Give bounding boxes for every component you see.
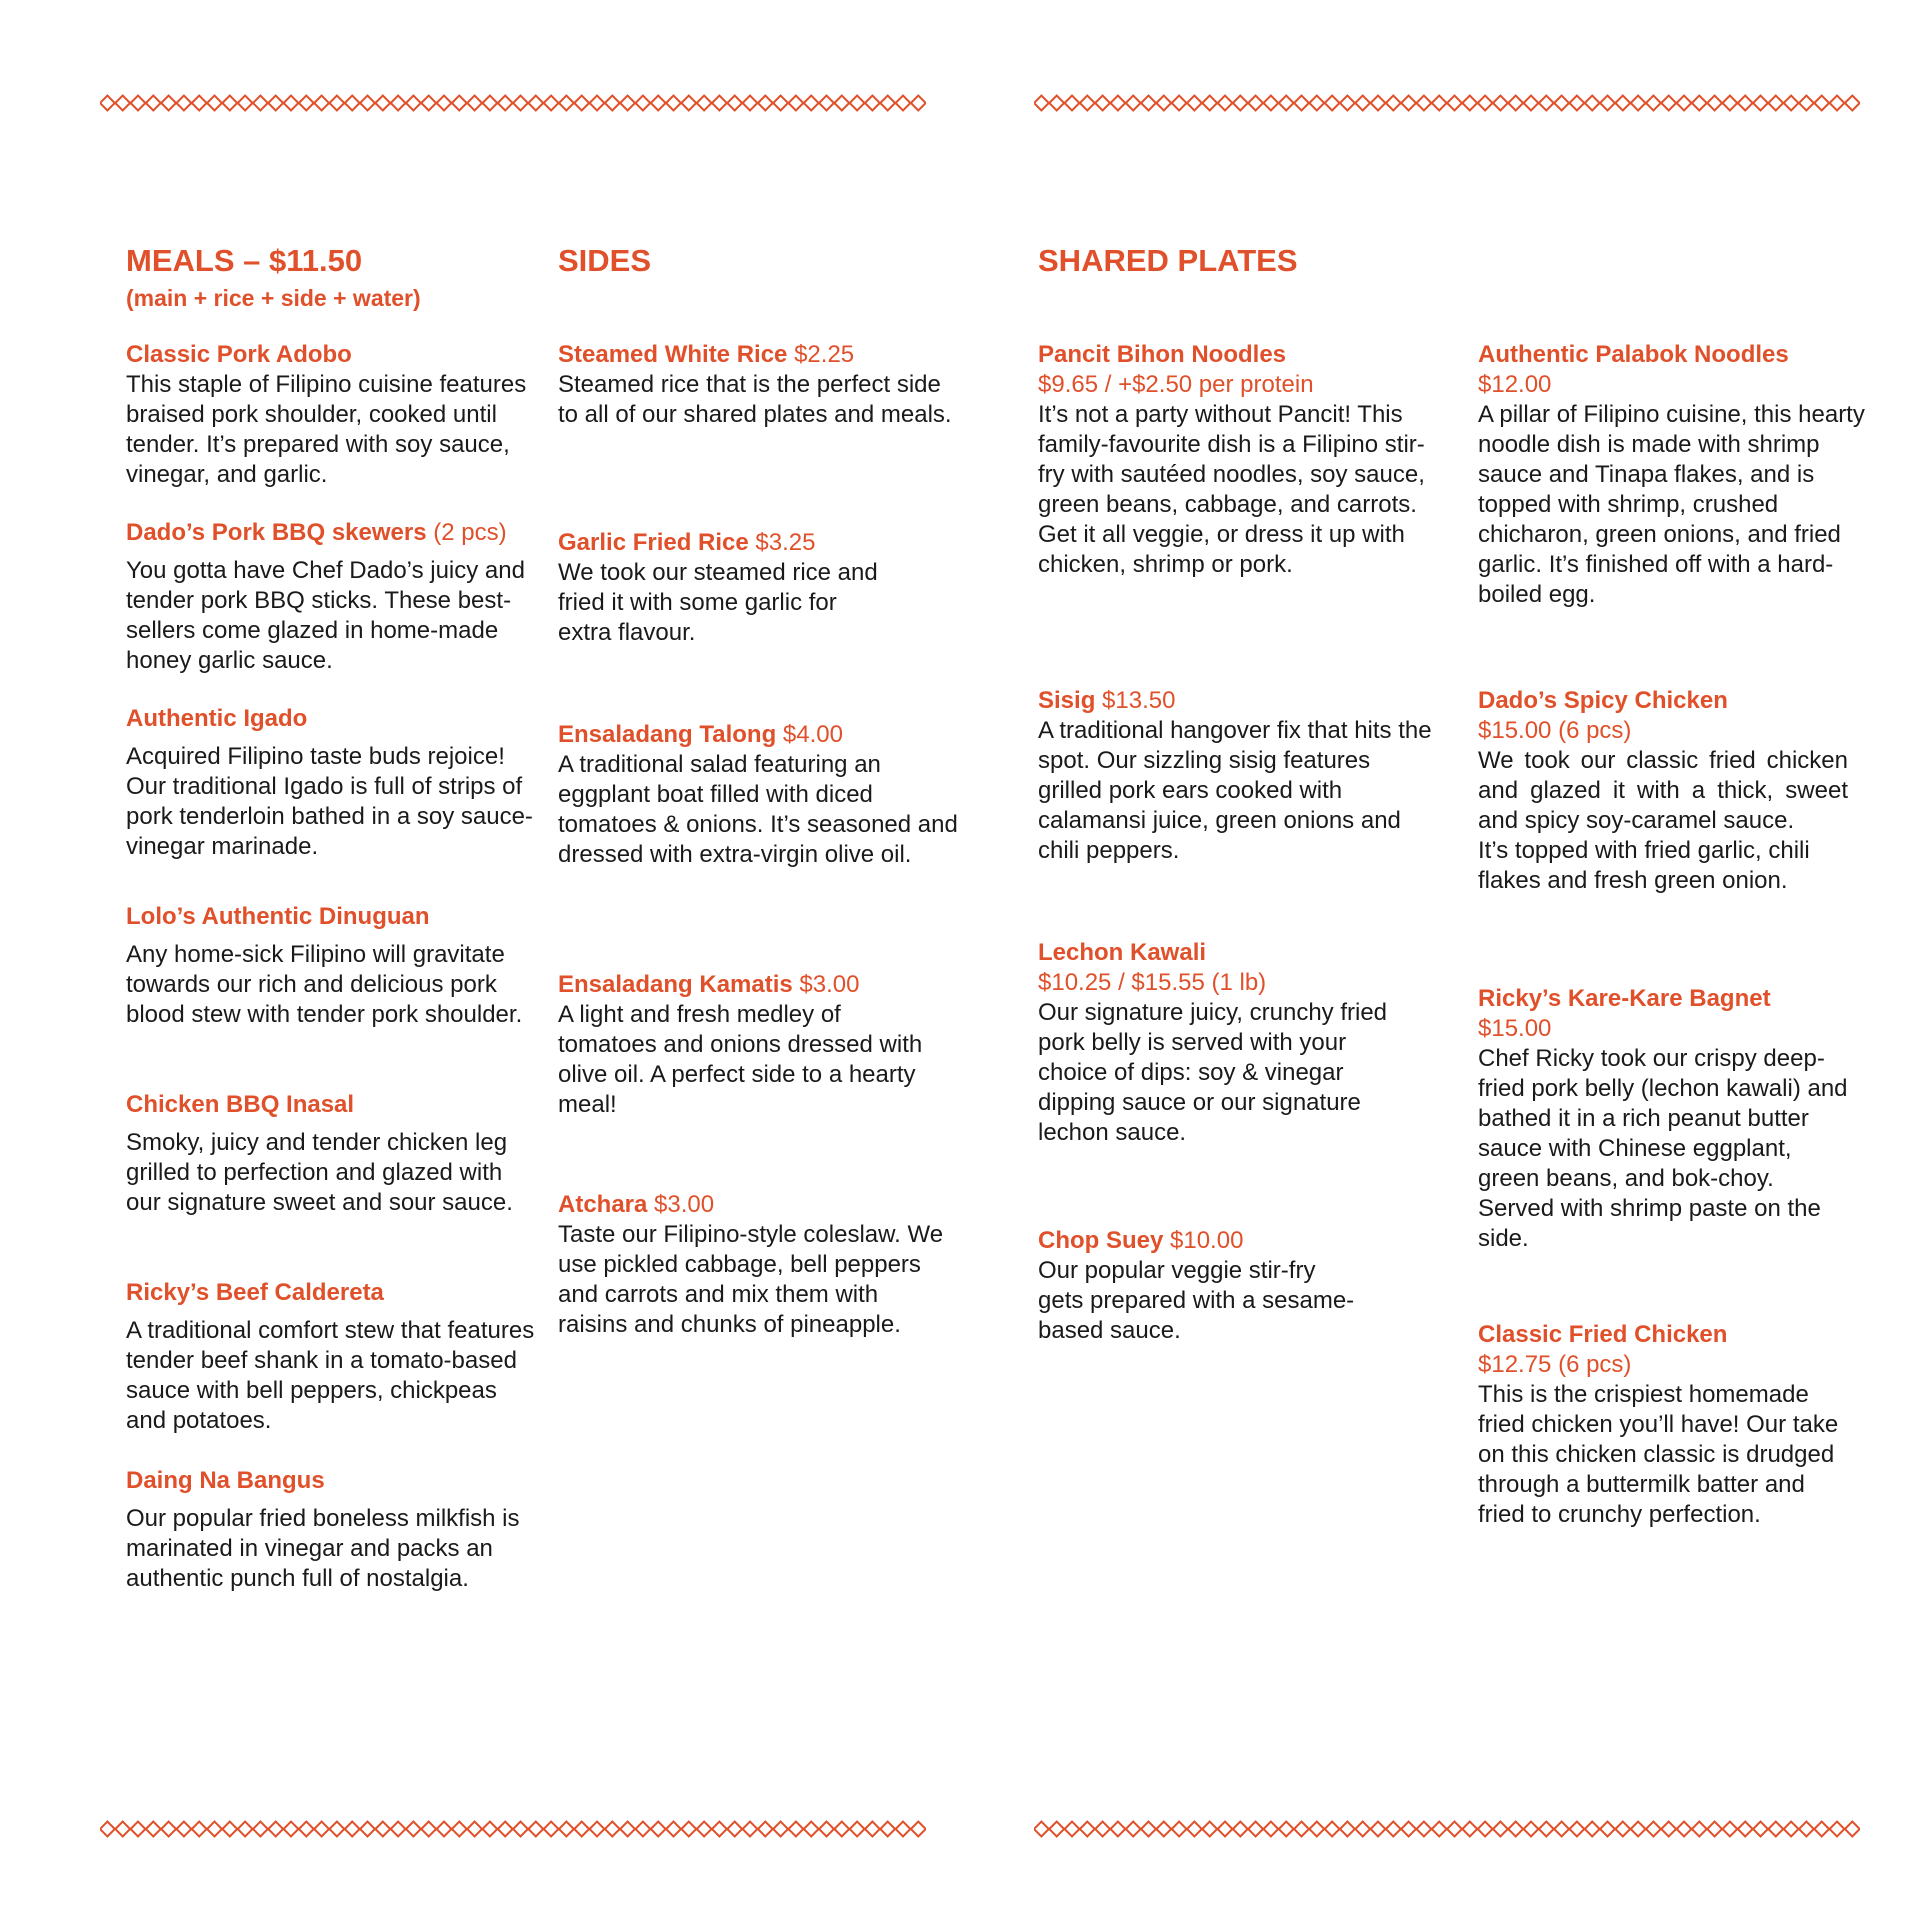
item-price: $13.50: [1102, 687, 1176, 714]
item-name: Chicken BBQ Inasal: [126, 1091, 355, 1118]
item-price: $9.65 / +$2.50 per protein: [1038, 371, 1314, 398]
menu-item: [1038, 938, 1438, 1148]
bottom-right-diamond-border: [1034, 1818, 1860, 1842]
item-price: $15.00: [1478, 1015, 1552, 1042]
item-description: Smoky, juicy and tender chicken leg grilled to perfection and glazed with our signature sweet and sour sauce.: [126, 1129, 513, 1216]
item-name: Dado’s Spicy Chicken: [1478, 687, 1728, 714]
menu-item: [126, 340, 536, 490]
item-description: A pillar of Filipino cuisine, this hearty noodle dish is made with shrimp sauce and Tinapa flakes, and is topped with shrimp, crushed chicharon, green onions, and fried garlic. It’s finished off with a hard-boiled egg.: [1478, 401, 1865, 608]
menu-item: [126, 1090, 536, 1218]
item-price: $3.00: [799, 971, 860, 998]
item-description: A light and fresh medley of tomatoes and onions dressed with olive oil. A perfect side to a hearty meal!: [558, 1001, 923, 1118]
item-description: A traditional comfort stew that features tender beef shank in a tomato-based sauce with bell peppers, chickpeas and potatoes.: [126, 1317, 535, 1434]
shared-plates-section: [1038, 240, 1438, 1344]
menu-item: [558, 720, 958, 870]
item-description: Acquired Filipino taste buds rejoice! Our traditional Igado is full of strips of pork tenderloin bathed in a soy sauce-vinegar marinade.: [126, 743, 533, 860]
menu-item: [1478, 340, 1878, 610]
menu-item: [1038, 1226, 1438, 1346]
bottom-left-diamond-border: [100, 1818, 926, 1842]
menu-item: [1038, 686, 1438, 866]
menu-item: [558, 970, 958, 1120]
item-description: This is the crispiest homemade fried chicken you’ll have! Our take on this chicken classic is drudged through a buttermilk batter and fried to crunchy perfection.: [1478, 1381, 1839, 1528]
item-price: $12.75 (6 pcs): [1478, 1351, 1632, 1378]
meals-title: MEALS – $11.50: [126, 243, 363, 278]
item-price: $4.00: [782, 721, 843, 748]
meals-section: [126, 240, 536, 1592]
menu-item: [1478, 686, 1878, 896]
diamond-border-icon: [100, 92, 926, 114]
item-description: Our signature juicy, crunchy fried pork belly is served with your choice of dips: soy & vinegar dipping sauce or our signature lechon sauce.: [1038, 999, 1388, 1146]
top-right-diamond-border: [1034, 92, 1860, 116]
item-description: Steamed rice that is the perfect side to all of our shared plates and meals.: [558, 371, 952, 428]
diamond-border-icon: [100, 1818, 926, 1840]
item-name: Dado’s Pork BBQ skewers: [126, 519, 427, 546]
menu-item: [558, 340, 958, 430]
item-description: Our popular fried boneless milkfish is marinated in vinegar and packs an authentic punch full of nostalgia.: [126, 1505, 520, 1592]
item-name: Authentic Igado: [126, 705, 308, 732]
menu-item: [126, 518, 536, 676]
item-description: A traditional hangover fix that hits the spot. Our sizzling sisig features grilled pork ears cooked with calamansi juice, green onions and chili peppers.: [1038, 717, 1432, 864]
item-price: $3.00: [654, 1191, 715, 1218]
item-price: (2 pcs): [433, 519, 507, 546]
item-description: Our popular veggie stir-fry gets prepared with a sesame- based sauce.: [1038, 1257, 1355, 1344]
item-name: Ensaladang Kamatis: [558, 971, 793, 998]
item-description-2: It’s topped with fried garlic, chili flakes and fresh green onion.: [1478, 837, 1810, 894]
item-description: A traditional salad featuring an eggplant boat filled with diced tomatoes & onions. It’s seasoned and dressed with extra-virgin olive oil.: [558, 751, 958, 868]
item-name: Classic Fried Chicken: [1478, 1321, 1728, 1348]
item-description: Chef Ricky took our crispy deep-fried pork belly (lechon kawali) and bathed it in a rich peanut butter sauce with Chinese eggplant, green beans, and bok-choy. Served with shrimp paste on the side.: [1478, 1045, 1848, 1252]
item-description: We took our steamed rice and fried it with some garlic for extra flavour.: [558, 559, 878, 646]
menu-item: [1038, 340, 1438, 580]
meals-subtitle: (main + rice + side + water): [126, 285, 421, 311]
item-name: Garlic Fried Rice: [558, 529, 749, 556]
item-name: Lechon Kawali: [1038, 939, 1207, 966]
menu-item: [126, 1466, 536, 1594]
menu-item: [126, 902, 536, 1030]
item-price: $15.00 (6 pcs): [1478, 717, 1632, 744]
item-name: Atchara: [558, 1191, 648, 1218]
item-name: Lolo’s Authentic Dinuguan: [126, 903, 430, 930]
item-name: Chop Suey: [1038, 1227, 1164, 1254]
item-name: Pancit Bihon Noodles: [1038, 341, 1287, 368]
sides-title: SIDES: [558, 243, 652, 278]
sides-section: [558, 240, 958, 1338]
item-price: $12.00: [1478, 371, 1552, 398]
item-name: Authentic Palabok Noodles: [1478, 341, 1789, 368]
item-description: We took our classic fried chicken and glazed it with a thick, sweet and spicy soy-caramel sauce.: [1478, 747, 1848, 834]
item-description: Any home-sick Filipino will gravitate towards our rich and delicious pork blood stew with tender pork shoulder.: [126, 941, 523, 1028]
shared-plates-title: SHARED PLATES: [1038, 243, 1298, 278]
diamond-border-icon: [1034, 92, 1860, 114]
menu-item: [1478, 1320, 1878, 1530]
menu-item: [558, 1190, 958, 1340]
item-name: Steamed White Rice: [558, 341, 788, 368]
menu-item: [558, 528, 958, 648]
item-name: Daing Na Bangus: [126, 1467, 325, 1494]
diamond-border-icon: [1034, 1818, 1860, 1840]
item-description: This staple of Filipino cuisine features braised pork shoulder, cooked until tender. It’s prepared with soy sauce, vinegar, and garlic.: [126, 371, 527, 488]
item-price: $3.25: [755, 529, 816, 556]
menu-item: [126, 1278, 536, 1436]
item-name: Ensaladang Talong: [558, 721, 777, 748]
item-name: Sisig: [1038, 687, 1096, 714]
item-price: $10.00: [1170, 1227, 1244, 1254]
item-price: $10.25 / $15.55 (1 lb): [1038, 969, 1267, 996]
item-description: You gotta have Chef Dado’s juicy and tender pork BBQ sticks. These best-sellers come glazed in home-made honey garlic sauce.: [126, 557, 525, 674]
top-left-diamond-border: [100, 92, 926, 116]
item-description: It’s not a party without Pancit! This family-favourite dish is a Filipino stir-fry with sautéed noodles, soy sauce, green beans, cabbage, and carrots. Get it all veggie, or dress it up with chicken, shrimp or pork.: [1038, 401, 1425, 578]
item-name: Classic Pork Adobo: [126, 341, 352, 368]
item-price: $2.25: [794, 341, 855, 368]
item-name: Ricky’s Kare-Kare Bagnet: [1478, 985, 1771, 1012]
item-name: Ricky’s Beef Caldereta: [126, 1279, 384, 1306]
item-description: Taste our Filipino-style coleslaw. We use pickled cabbage, bell peppers and carrots and mix them with raisins and chunks of pineapple.: [558, 1221, 944, 1338]
menu-item: [126, 704, 536, 862]
menu-item: [1478, 984, 1878, 1254]
